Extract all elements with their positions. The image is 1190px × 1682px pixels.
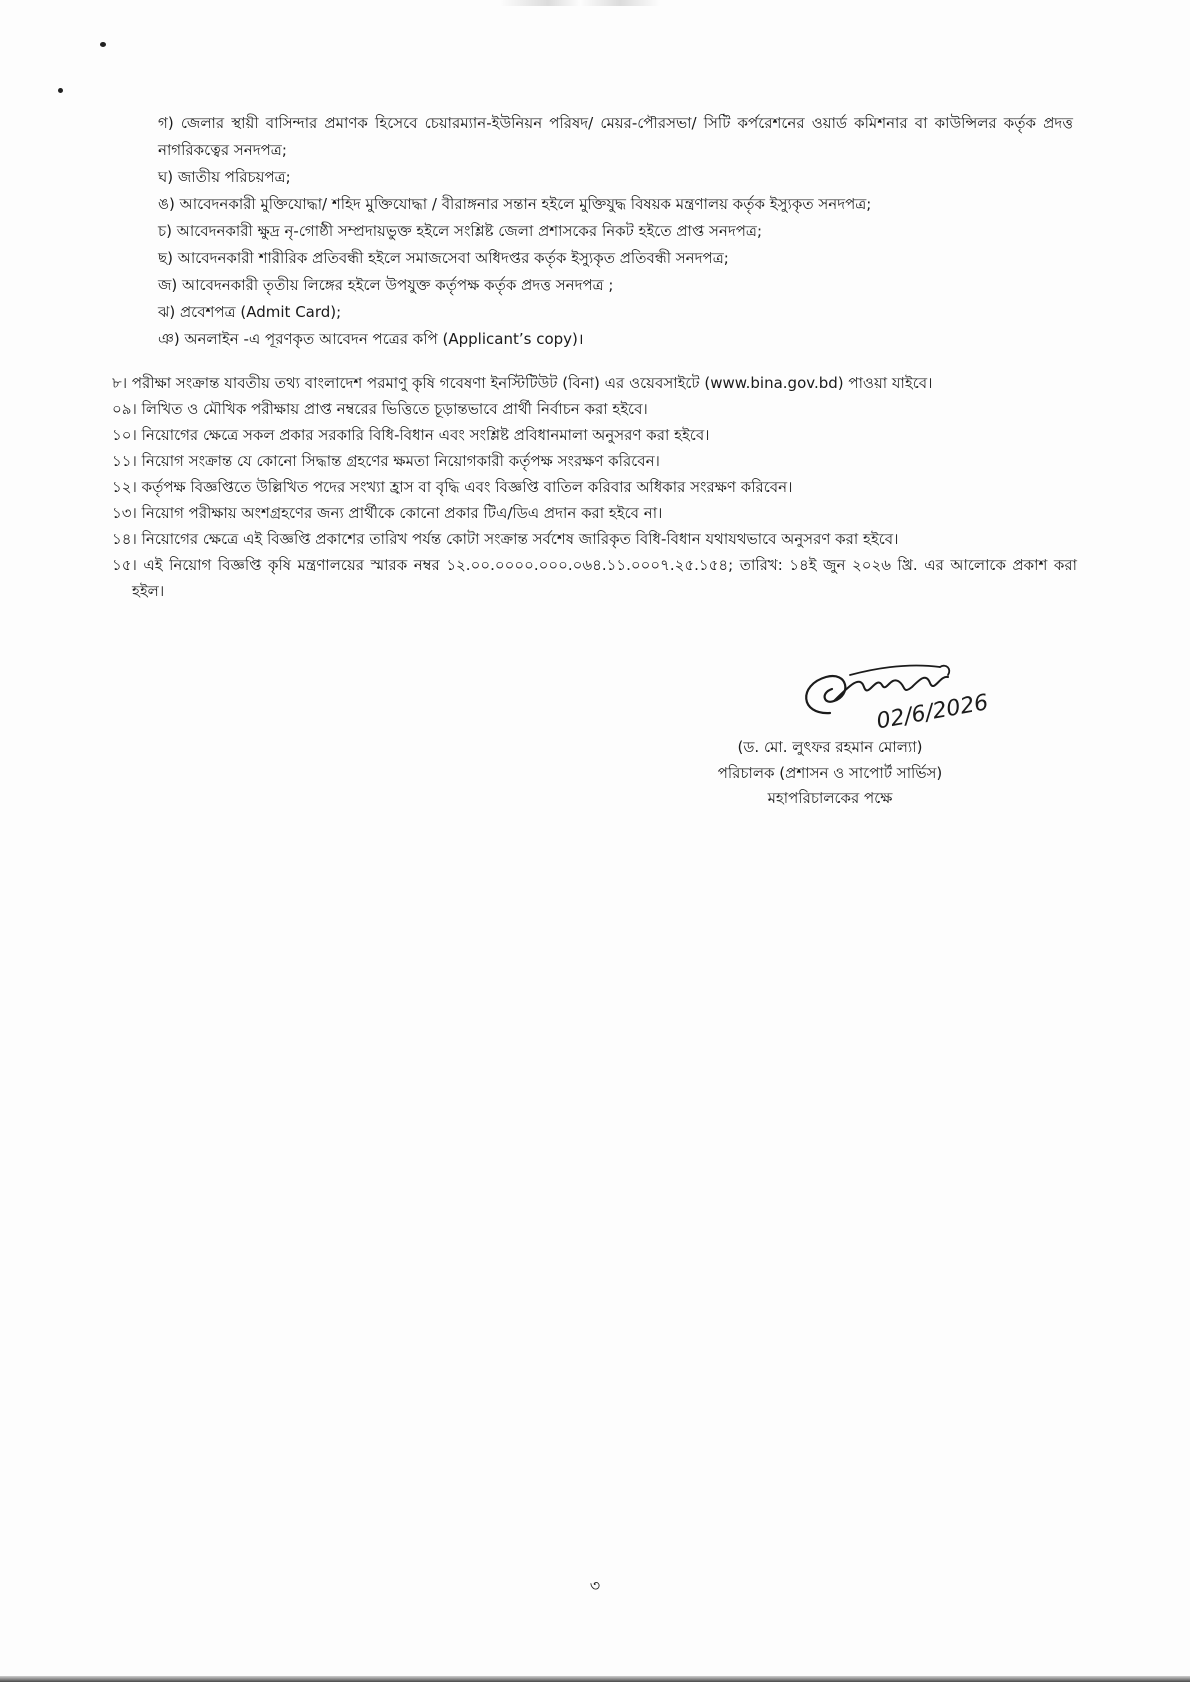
required-documents-list <box>158 110 1073 353</box>
signature-block <box>660 655 1000 815</box>
list-item: গ) জেলার স্থায়ী বাসিন্দার প্রমাণক হিসেবে চেয়ারম্যান-ইউনিয়ন পরিষদ/ মেয়র-পৌরসভা/ সিটি কর্পরেশনের ওয়ার্ড কমিশনার বা কাউন্সিলর কর্তৃক প্রদত্ত নাগরিকত্বের সনদপত্র; <box>158 114 1073 159</box>
clause-item: ১০। নিয়োগের ক্ষেত্রে সকল প্রকার সরকারি বিধি-বিধান এবং সংশ্লিষ্ট প্রবিধানমালা অনুসরণ করা হইবে। <box>112 426 710 444</box>
clause-item: ১১। নিয়োগ সংক্রান্ত যে কোনো সিদ্ধান্ত গ্রহণের ক্ষমতা নিয়োগকারী কর্তৃপক্ষ সংরক্ষণ করিবেন। <box>112 452 660 470</box>
handwritten-date: 02/6/2026 <box>874 690 991 735</box>
handwritten-signature <box>790 655 1010 735</box>
clause-item: ৮। পরীক্ষা সংক্রান্ত যাবতীয় তথ্য বাংলাদেশ পরমাণু কৃষি গবেষণা ইনস্টিটিউট (বিনা) এর ওয়েবসাইটে (www.bina.gov.bd) পাওয়া যাইবে। <box>112 374 933 392</box>
clause-item: ১৫। এই নিয়োগ বিজ্ঞপ্তি কৃষি মন্ত্রণালয়ের স্মারক নম্বর ১২.০০.০০০০.০০০.০৬৪.১১.০০০৭.২৫.১৫৪; তারিখ: ১৪ই জুন ২০২৬ খ্রি. এর আলোকে প্রকাশ করা হইল। <box>112 556 1077 600</box>
clause-item: ১৪। নিয়োগের ক্ষেত্রে এই বিজ্ঞপ্তি প্রকাশের তারিখ পর্যন্ত কোটা সংক্রান্ত সর্বশেষ জারিকৃত বিধি-বিধান যথাযথভাবে অনুসরণ করা হইবে। <box>112 530 899 548</box>
scan-edge <box>0 1676 1190 1682</box>
scan-speck <box>58 88 63 93</box>
page-number: ৩ <box>589 1576 601 1595</box>
list-item: চ) আবেদনকারী ক্ষুদ্র নৃ-গোষ্ঠী সম্প্রদায়ভুক্ত হইলে সংশ্লিষ্ট জেলা প্রশাসকের নিকট হইতে প্রাপ্ত সনদপত্র; <box>158 222 762 240</box>
clause-item: ০৯। লিখিত ও মৌখিক পরীক্ষায় প্রাপ্ত নম্বরের ভিত্তিতে চূড়ান্তভাবে প্রার্থী নির্বাচন করা হইবে। <box>112 400 648 418</box>
list-item: জ) আবেদনকারী তৃতীয় লিঙ্গের হইলে উপযুক্ত কর্তৃপক্ষ কর্তৃক প্রদত্ত সনদপত্র ; <box>158 276 614 294</box>
scan-smudge <box>500 0 660 6</box>
list-item: ঘ) জাতীয় পরিচয়পত্র; <box>158 168 291 186</box>
list-item: ঙ) আবেদনকারী মুক্তিযোদ্ধা/ শহিদ মুক্তিযোদ্ধা / বীরাঙ্গনার সন্তান হইলে মুক্তিযুদ্ধ বিষয়ক মন্ত্রণালয় কর্তৃক ইস্যুকৃত সনদপত্র; <box>158 195 872 213</box>
signatory-on-behalf: মহাপরিচালকের পক্ষে <box>767 789 893 807</box>
scan-speck <box>100 42 106 47</box>
signatory-name: (ড. মো. লুৎফর রহমান মোল্যা) <box>737 738 923 756</box>
clause-item: ১২। কর্তৃপক্ষ বিজ্ঞপ্তিতে উল্লিখিত পদের সংখ্যা হ্রাস বা বৃদ্ধি এবং বিজ্ঞপ্তি বাতিল করিবার অধিকার সংরক্ষণ করিবেন। <box>112 478 793 496</box>
list-item: ছ) আবেদনকারী শারীরিক প্রতিবন্ধী হইলে সমাজসেবা অধিদপ্তর কর্তৃক ইস্যুকৃত প্রতিবন্ধী সনদপত্র; <box>158 249 729 267</box>
list-item: ঞ) অনলাইন -এ পূরণকৃত আবেদন পত্রের কপি (Applicant’s copy)। <box>158 330 584 348</box>
clause-item: ১৩। নিয়োগ পরীক্ষায় অংশগ্রহণের জন্য প্রার্থীকে কোনো প্রকার টিএ/ডিএ প্রদান করা হইবে না। <box>112 504 663 522</box>
signatory-designation: পরিচালক (প্রশাসন ও সাপোর্ট সার্ভিস) <box>717 764 943 782</box>
list-item: ঝ) প্রবেশপত্র (Admit Card); <box>158 303 342 321</box>
numbered-clauses <box>112 370 1077 604</box>
